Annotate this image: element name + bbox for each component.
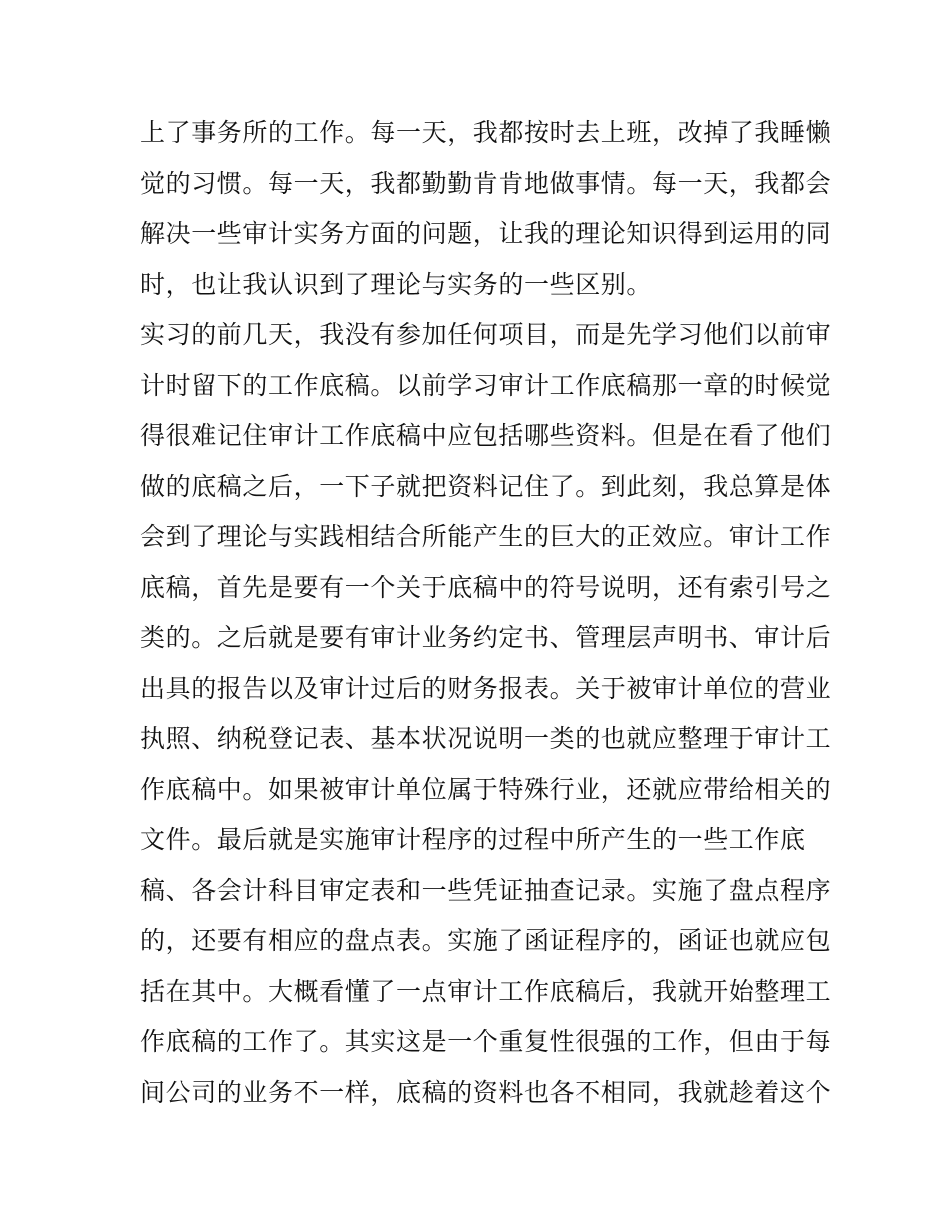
text-line: 括在其中。大概看懂了一点审计工作底稿后，我就开始整理工 [140, 976, 832, 1006]
text-line: 做的底稿之后，一下子就把资料记住了。到此刻，我总算是体 [140, 471, 832, 501]
text-line: 作底稿中。如果被审计单位属于特殊行业，还就应带给相关的 [140, 774, 832, 804]
text-line: 觉的习惯。每一天，我都勤勤肯肯地做事情。每一天，我都会 [140, 168, 832, 198]
text-line: 类的。之后就是要有审计业务约定书、管理层声明书、审计后 [140, 623, 832, 652]
text-line: 出具的报告以及审计过后的财务报表。关于被审计单位的营业 [140, 673, 832, 703]
text-line: 解决一些审计实务方面的问题，让我的理论知识得到运用的同 [140, 219, 832, 248]
text-line: 底稿，首先是要有一个关于底稿中的符号说明，还有索引号之 [140, 572, 832, 602]
text-line: 的，还要有相应的盘点表。实施了函证程序的，函证也就应包 [140, 926, 832, 955]
text-line: 计时留下的工作底稿。以前学习审计工作底稿那一章的时候觉 [140, 370, 832, 400]
text-line: 间公司的业务不一样，底稿的资料也各不相同，我就趁着这个 [140, 1077, 832, 1107]
text-line: 得很难记住审计工作底稿中应包括哪些资料。但是在看了他们 [140, 421, 832, 450]
text-line: 时，也让我认识到了理论与实务的一些区别。 [140, 269, 653, 299]
text-line: 实习的前几天，我没有参加任何项目，而是先学习他们以前审 [140, 320, 832, 349]
text-line: 执照、纳税登记表、基本状况说明一类的也就应整理于审计工 [140, 724, 832, 753]
text-line: 上了事务所的工作。每一天，我都按时去上班，改掉了我睡懒 [140, 118, 832, 147]
text-line: 会到了理论与实践相结合所能产生的巨大的正效应。审计工作 [140, 522, 832, 551]
text-line: 稿、各会计科目审定表和一些凭证抽查记录。实施了盘点程序 [140, 875, 832, 905]
text-line: 文件。最后就是实施审计程序的过程中所产生的一些工作底 [140, 825, 806, 854]
text-line: 作底稿的工作了。其实这是一个重复性很强的工作，但由于每 [140, 1027, 832, 1056]
body-text [140, 108, 832, 1118]
